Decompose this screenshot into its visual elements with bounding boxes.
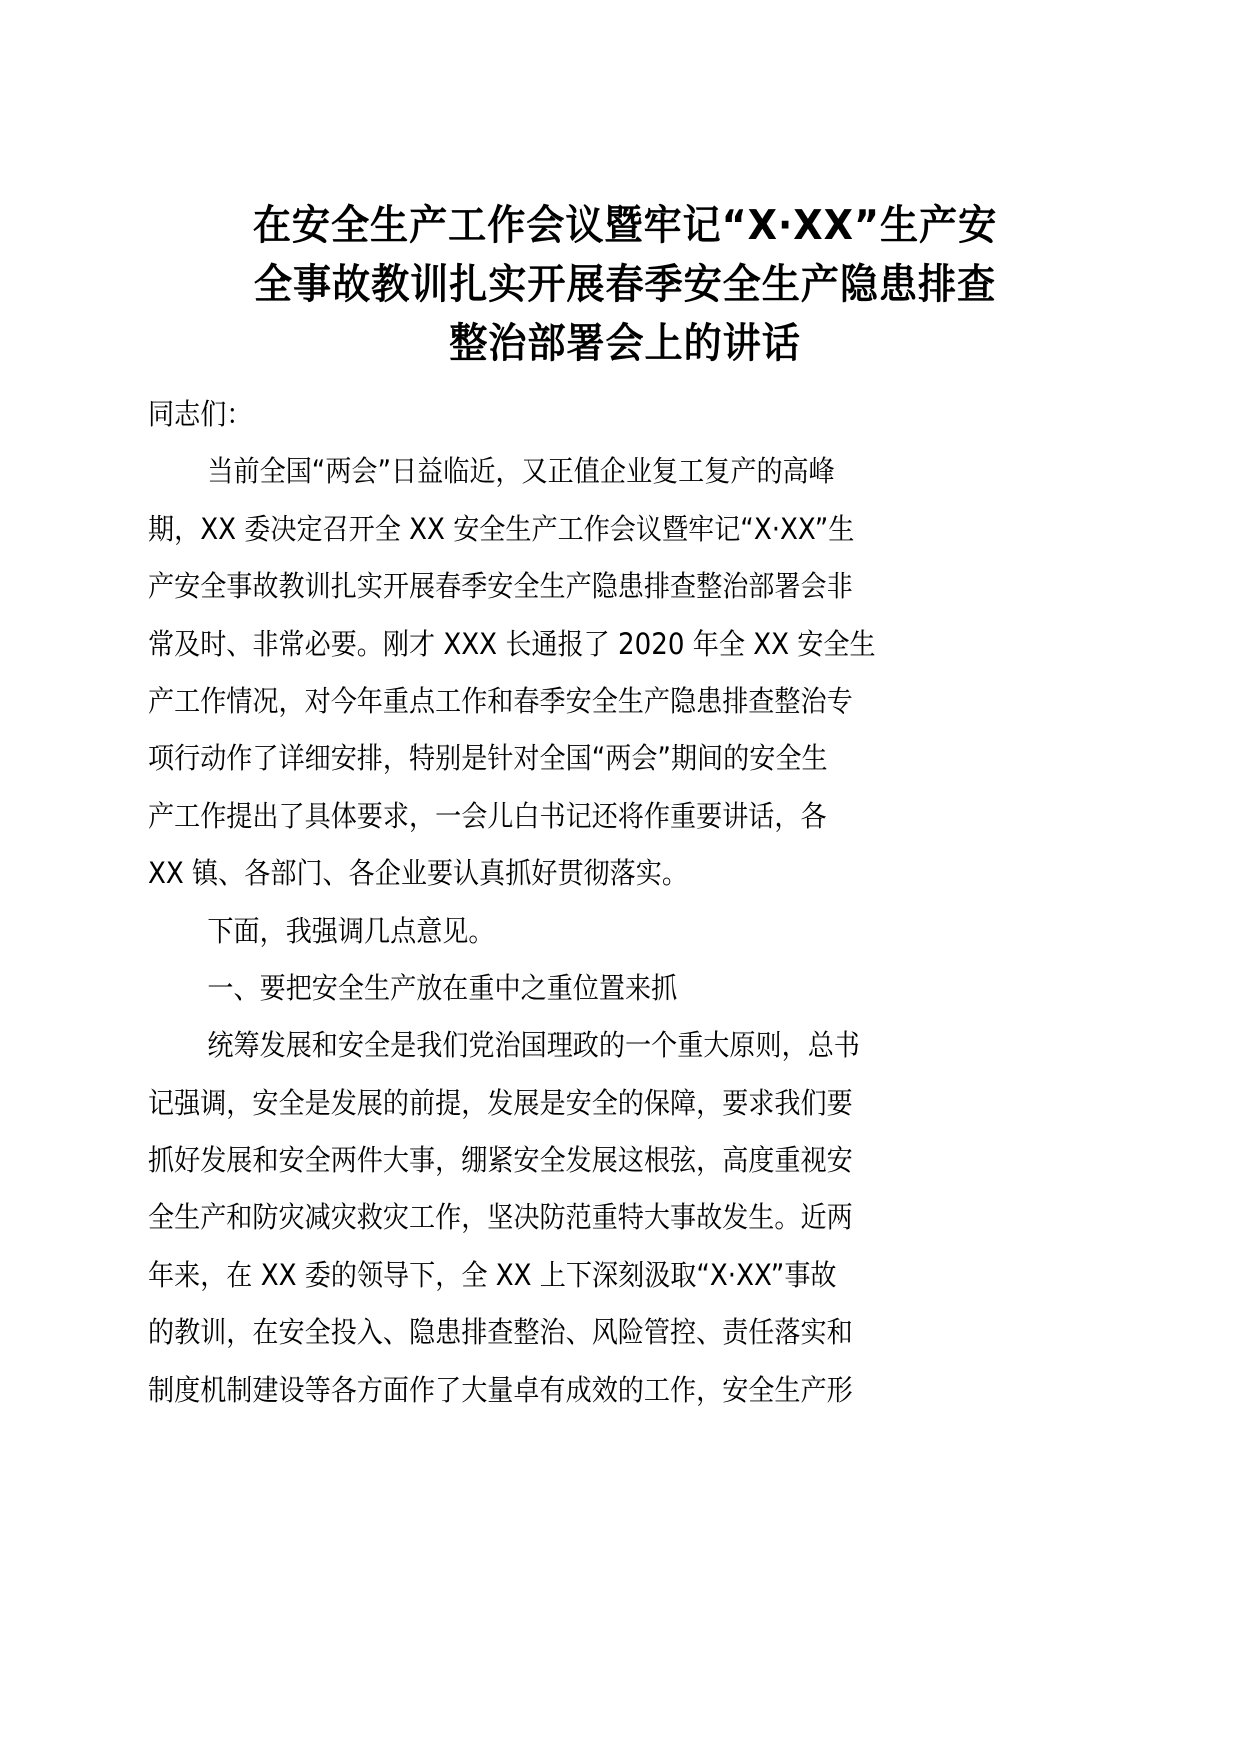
title-line: 在安全生产工作会议暨牢记“X·XX”生产安 [252, 201, 998, 249]
document-title [183, 196, 1067, 373]
text-line: 记强调，安全是发展的前提，发展是安全的保障，要求我们要 [148, 1085, 853, 1120]
text-line: 常及时、非常必要。刚才 XXX 长通报了 2020 年全 XX 安全生 [148, 626, 876, 661]
text-line: 当前全国“两会”日益临近，又正值企业复工复产的高峰 [207, 454, 835, 489]
salutation: 同志们： [148, 397, 253, 431]
paragraph-transition [148, 903, 964, 960]
title-line: 全事故教训扎实开展春季安全生产隐患排查 [253, 260, 997, 308]
text-line: XX 镇、各部门、各企业要认真抓好贯彻落实。 [148, 856, 688, 891]
text-line: 下面，我强调几点意见。 [207, 913, 495, 948]
paragraph-opening [148, 443, 964, 902]
text-line: 年来，在 XX 委的领导下，全 XX 上下深刻汲取“X·XX”事故 [148, 1257, 837, 1292]
section-heading: 一、要把安全生产放在重中之重位置来抓 [207, 970, 678, 1005]
document-body [148, 386, 964, 1419]
text-line: 制度机制建设等各方面作了大量卓有成效的工作，安全生产形 [148, 1372, 853, 1407]
text-line: 的教训，在安全投入、隐患排查整治、风险管控、责任落实和 [148, 1315, 853, 1350]
text-line: 统筹发展和安全是我们党治国理政的一个重大原则，总书 [207, 1028, 860, 1063]
text-line: 项行动作了详细安排，特别是针对全国“两会”期间的安全生 [148, 741, 828, 776]
text-line: 产工作情况，对今年重点工作和春季安全生产隐患排查整治专 [148, 683, 853, 718]
paragraph-section-1 [148, 1017, 964, 1419]
text-line: 产安全事故教训扎实开展春季安全生产隐患排查整治部署会非 [148, 569, 853, 604]
title-line: 整治部署会上的讲话 [449, 319, 801, 367]
section-heading-1 [148, 960, 964, 1017]
text-line: 期，XX 委决定召开全 XX 安全生产工作会议暨牢记“X·XX”生 [148, 511, 855, 546]
text-line: 抓好发展和安全两件大事，绷紧安全发展这根弦，高度重视安 [148, 1143, 853, 1178]
text-line: 产工作提出了具体要求，一会儿白书记还将作重要讲话，各 [148, 798, 827, 833]
text-line: 全生产和防灾减灾救灾工作，坚决防范重特大事故发生。近两 [148, 1200, 853, 1235]
